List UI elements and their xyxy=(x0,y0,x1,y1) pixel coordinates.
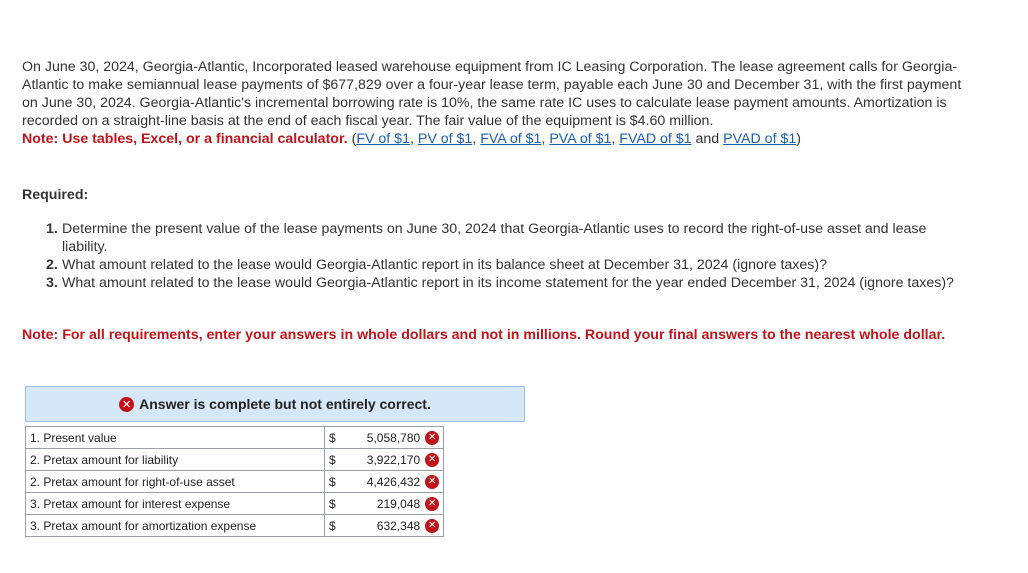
answer-value: 4,426,432 xyxy=(366,474,421,489)
answer-status-text: Answer is complete but not entirely correct. xyxy=(139,396,431,412)
incorrect-icon: ✕ xyxy=(425,453,439,467)
requirement-text: Determine the present value of the lease payments on June 30, 2024 that Georgia-Atlantic uses to record the right-of-use asset and lease liability. xyxy=(62,221,927,255)
requirement-item xyxy=(46,274,971,292)
answers-table xyxy=(25,426,444,537)
incorrect-icon: ✕ xyxy=(425,475,439,489)
currency-symbol: $ xyxy=(325,493,340,515)
row-label: 3. Pretax amount for amortization expense xyxy=(26,515,325,537)
table-row xyxy=(26,515,444,537)
link-fvad-of-1[interactable]: FVAD of $1 xyxy=(619,131,692,147)
requirement-number: 1. xyxy=(46,221,58,237)
problem-statement xyxy=(22,58,962,148)
answer-value: 632,348 xyxy=(376,518,421,533)
link-pvad-of-1[interactable]: PVAD of $1 xyxy=(723,131,797,147)
row-label: 1. Present value xyxy=(26,427,325,449)
tables-note-label: Note: Use tables, Excel, or a financial calculator. xyxy=(22,131,348,147)
link-fv-of-1[interactable]: FV of $1 xyxy=(356,131,410,147)
requirement-text: What amount related to the lease would Georgia-Atlantic report in its income statement for the year ended December 31, 2024 (ignore taxes)? xyxy=(62,275,954,291)
table-row xyxy=(26,471,444,493)
incorrect-icon: ✕ xyxy=(425,497,439,511)
currency-symbol: $ xyxy=(325,427,340,449)
requirement-number: 3. xyxy=(46,275,58,291)
answer-value: 3,922,170 xyxy=(366,452,421,467)
currency-symbol: $ xyxy=(325,449,340,471)
requirement-item xyxy=(46,256,971,274)
currency-symbol: $ xyxy=(325,471,340,493)
table-row xyxy=(26,449,444,471)
link-fva-of-1[interactable]: FVA of $1 xyxy=(480,131,542,147)
table-row xyxy=(26,427,444,449)
row-label: 3. Pretax amount for interest expense xyxy=(26,493,325,515)
requirement-text: What amount related to the lease would Georgia-Atlantic report in its balance sheet at December 31, 2024 (ignore taxes)? xyxy=(62,257,827,273)
answer-status-banner xyxy=(25,386,525,422)
incorrect-icon: ✕ xyxy=(425,431,439,445)
answer-value: 5,058,780 xyxy=(366,430,421,445)
row-label: 2. Pretax amount for liability xyxy=(26,449,325,471)
and-word: and xyxy=(695,131,720,147)
incorrect-icon: ✕ xyxy=(425,519,439,533)
row-label: 2. Pretax amount for right-of-use asset xyxy=(26,471,325,493)
requirements-list xyxy=(46,220,971,292)
link-pv-of-1[interactable]: PV of $1 xyxy=(417,131,473,147)
answer-input[interactable] xyxy=(340,449,444,471)
currency-symbol: $ xyxy=(325,515,340,537)
tables-note: Note: Use tables, Excel, or a financial calculator. (FV of $1, PV of $1, FVA of $1, PVA of $1, FVAD of $1 and PVAD of $1) xyxy=(22,131,801,147)
required-heading: Required: xyxy=(22,187,89,203)
answer-input[interactable] xyxy=(340,427,444,449)
rounding-note: Note: For all requirements, enter your answers in whole dollars and not in millions. Round your final answers to the nearest whole dollar. xyxy=(22,327,946,343)
answer-input[interactable] xyxy=(340,515,444,537)
requirement-number: 2. xyxy=(46,257,58,273)
table-row xyxy=(26,493,444,515)
link-pva-of-1[interactable]: PVA of $1 xyxy=(549,131,612,147)
requirement-item xyxy=(46,220,971,256)
answer-input[interactable] xyxy=(340,471,444,493)
answer-value: 219,048 xyxy=(376,496,421,511)
problem-text: On June 30, 2024, Georgia-Atlantic, Incorporated leased warehouse equipment from IC Leasing Corporation. The lease agreement calls for Georgia-Atlantic to make semiannual lease payments of $677,829 over a four-year lease term, payable each June 30 and December 31, with the first payment on June 30, 2024. Georgia-Atlantic's incremental borrowing rate is 10%, the same rate IC uses to calculate lease payment amounts. Amortization is recorded on a straight-line basis at the end of each fiscal year. The fair value of the equipment is $4.60 million. xyxy=(22,59,962,129)
x-circle-icon: ✕ xyxy=(119,397,134,412)
answer-input[interactable] xyxy=(340,493,444,515)
